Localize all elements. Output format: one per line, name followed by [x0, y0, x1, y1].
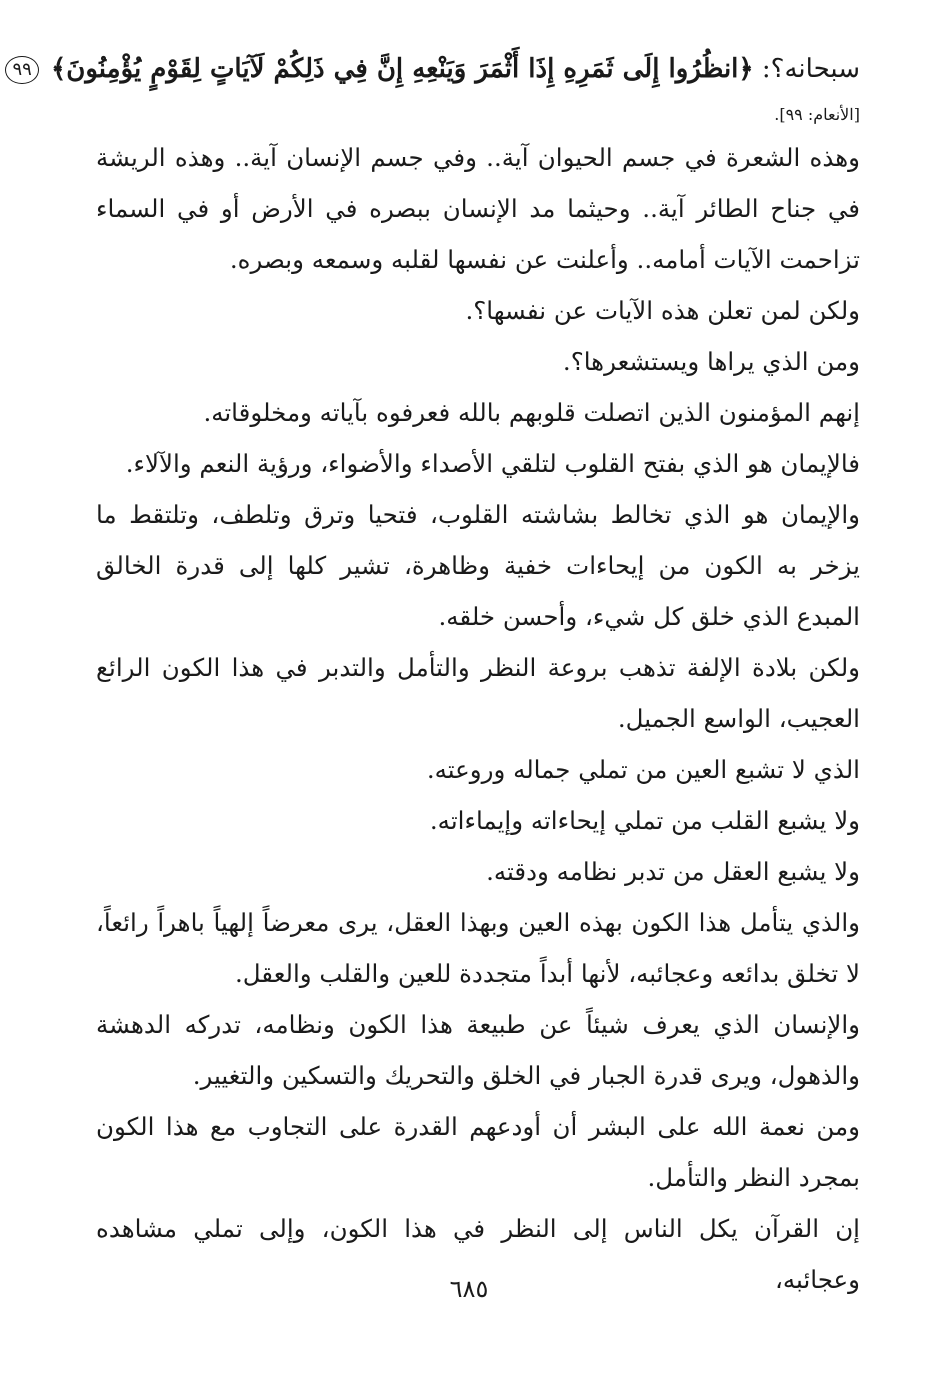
paragraph: إن القرآن يكل الناس إلى النظر في هذا الكون، وإلى تملي مشاهده وعجائبه، — [96, 1214, 860, 1294]
paragraph: والذي يتأمل هذا الكون بهذه العين وبهذا العقل، يرى معرضاً إلهياً باهراً رائعاً، لا تخلق بدائعه وعجائبه، لأنها أبداً متجددة للعين والقلب والعقل. — [96, 908, 860, 988]
paragraph: ولا يشبع العقل من تدبر نظامه ودقته. — [486, 857, 860, 886]
paragraph: ومن الذي يراها ويستشعرها؟. — [562, 347, 860, 376]
page-number: ٦٨٥ — [449, 1275, 489, 1303]
paragraph: إنهم المؤمنون الذين اتصلت قلوبهم بالله فعرفوه بآياته ومخلوقاته. — [203, 398, 860, 427]
paragraph: الذي لا تشبع العين من تملي جماله وروعته. — [426, 755, 860, 784]
paragraph: ولكن بلادة الإلفة تذهب بروعة النظر والتأمل والتدبر في هذا الكون الرائع العجيب، الواسع الجميل. — [96, 653, 860, 733]
verse-number: ٩٩ — [5, 56, 38, 84]
quran-verse: ﴿انظُرُوا إِلَى ثَمَرِهِ إِذَا أَثْمَرَ وَيَنْعِهِ إِنَّ فِي ذَلِكُمْ لَآيَاتٍ لِقَوْمٍ يُؤْمِنُونَ﴾ — [51, 54, 754, 84]
paragraph: ولا يشبع القلب من تملي إيحاءاته وإيماءاته. — [429, 806, 860, 835]
paragraph: وهذه الشعرة في جسم الحيوان آية.. وفي جسم الإنسان آية.. وهذه الريشة في جناح الطائر آية.. وحيثما مد الإنسان ببصره في الأرض أو في السماء تزاحمت الآيات أمامه.. وأعلنت عن نفسها لقلبه وسمعه وبصره. — [96, 143, 860, 274]
paragraph: والإنسان الذي يعرف شيئاً عن طبيعة هذا الكون ونظامه، تدركه الدهشة والذهول، ويرى قدرة الجبار في الخلق والتحريك والتسكين والتغيير. — [96, 1010, 860, 1090]
verse-intro: سبحانه؟: — [761, 54, 860, 84]
paragraph: ومن نعمة الله على البشر أن أودعهم القدرة على التجاوب مع هذا الكون بمجرد النظر والتأمل. — [96, 1112, 860, 1192]
verse-reference: [الأنعام: ٩٩]. — [774, 105, 860, 124]
page-body — [12, 40, 860, 1305]
paragraph: ولكن لمن تعلن هذه الآيات عن نفسها؟. — [465, 296, 860, 325]
verse-line — [12, 40, 860, 98]
paragraph: فالإيمان هو الذي بفتح القلوب لتلقي الأصداء والأضواء، ورؤية النعم والآلاء. — [125, 449, 860, 478]
paragraph: والإيمان هو الذي تخالط بشاشته القلوب، فتحيا وترق وتلطف، وتلتقط ما يزخر به الكون من إيحاءات خفية وظاهرة، تشير كلها إلى قدرة الخالق المبدع الذي خلق كل شيء، وأحسن خلقه. — [96, 500, 860, 631]
